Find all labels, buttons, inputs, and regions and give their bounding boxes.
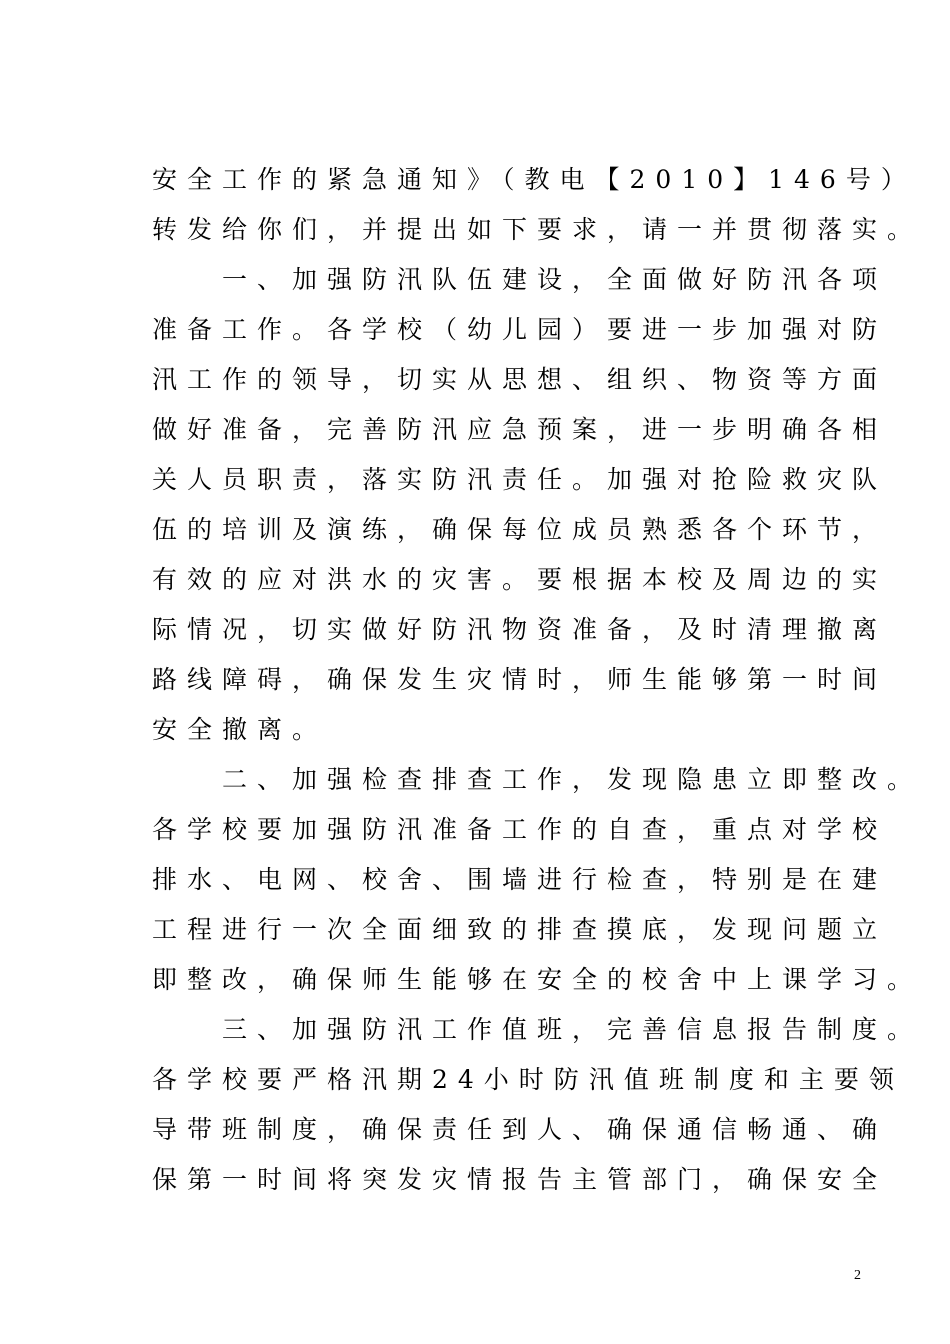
text-line: 做好准备，完善防汛应急预案，进一步明确各相 [152, 415, 888, 444]
text-line: 各学校要严格汛期24小时防汛值班制度和主要领 [152, 1065, 904, 1094]
body-text [152, 155, 923, 1205]
text-line: 伍的培训及演练，确保每位成员熟悉各个环节， [152, 515, 888, 544]
text-line: 准备工作。各学校（幼儿园）要进一步加强对防 [152, 315, 888, 344]
text-line: 排水、电网、校舍、围墙进行检查，特别是在建 [152, 865, 888, 894]
text-line: 各学校要加强防汛准备工作的自查，重点对学校 [152, 815, 888, 844]
text-line: 路线障碍，确保发生灾情时，师生能够第一时间 [152, 665, 888, 694]
page-number: 2 [854, 1268, 861, 1283]
text-line: 关人员职责，落实防汛责任。加强对抢险救灾队 [152, 465, 888, 494]
text-line: 工程进行一次全面细致的排查摸底，发现问题立 [152, 915, 888, 944]
text-line: 安全撤离。 [152, 715, 328, 744]
paragraph-1-first-line: 一、加强防汛队伍建设，全面做好防汛各项 [152, 265, 888, 294]
paragraph-3-first-line: 三、加强防汛工作值班，完善信息报告制度。 [152, 1015, 923, 1044]
text-line: 保第一时间将突发灾情报告主管部门，确保安全 [152, 1165, 888, 1194]
text-line: 转发给你们，并提出如下要求，请一并贯彻落实。 [152, 215, 923, 244]
text-line: 安全工作的紧急通知》（教电【2010】146号） [152, 165, 916, 194]
text-line: 汛工作的领导，切实从思想、组织、物资等方面 [152, 365, 888, 394]
text-line: 即整改，确保师生能够在安全的校舍中上课学习。 [152, 965, 923, 994]
text-line: 有效的应对洪水的灾害。要根据本校及周边的实 [152, 565, 888, 594]
paragraph-2-first-line: 二、加强检查排查工作，发现隐患立即整改。 [152, 765, 923, 794]
text-line: 导带班制度，确保责任到人、确保通信畅通、确 [152, 1115, 888, 1144]
text-line: 际情况，切实做好防汛物资准备，及时清理撤离 [152, 615, 888, 644]
